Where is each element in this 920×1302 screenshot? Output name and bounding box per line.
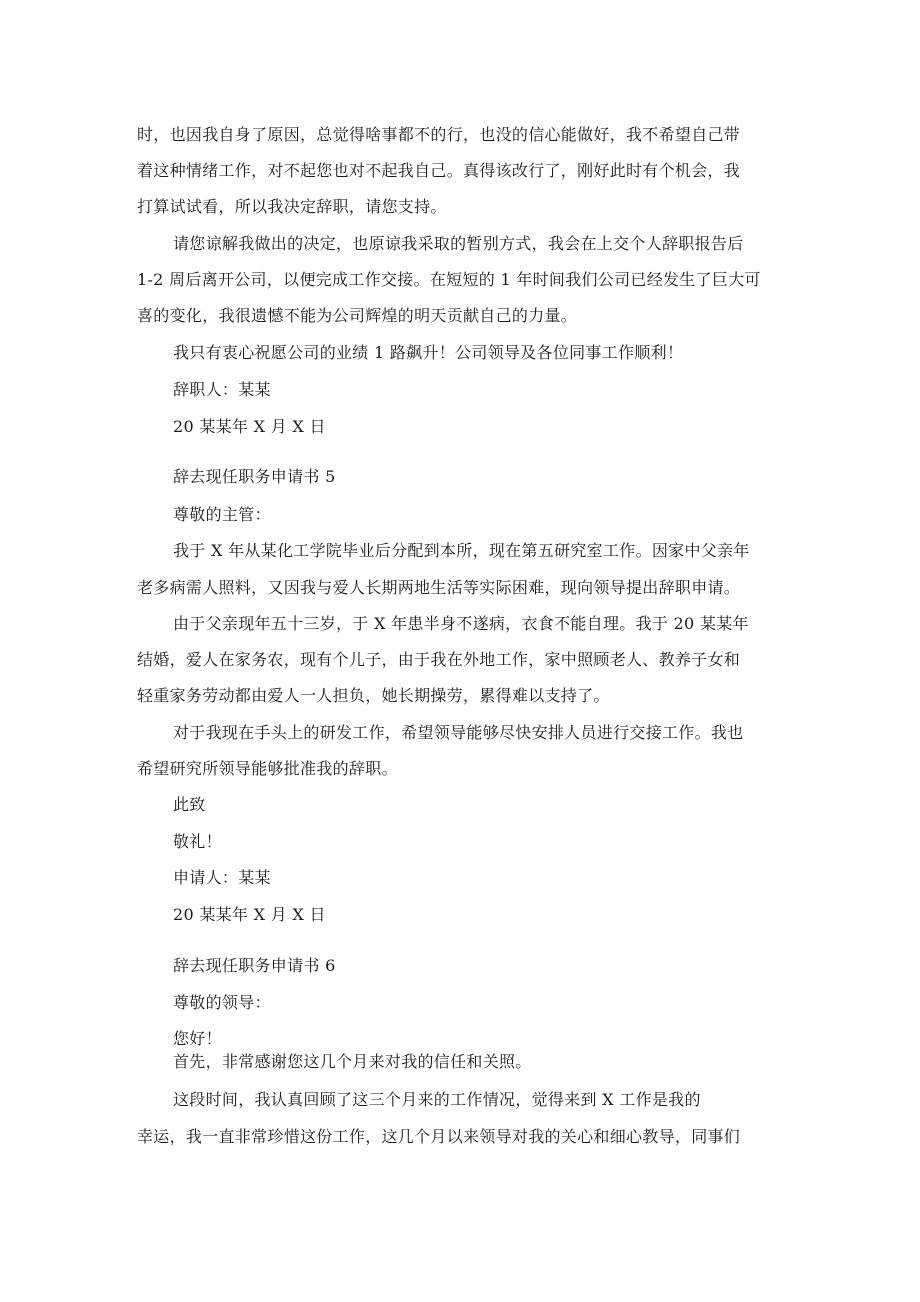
text-line: 我于 X 年从某化工学院毕业后分配到本所，现在第五研究室工作。因家中父亲年 (173, 541, 750, 560)
section-title: 辞去现任职务申请书 6 (173, 956, 336, 975)
text-line: 时，也因我自身了原因，总觉得啥事都不的行，也没的信心能做好，我不希望自己带 (137, 125, 741, 144)
text-line: 喜的变化，我很遗憾不能为公司辉煌的明天贡献自己的力量。 (137, 306, 578, 325)
section-title: 辞去现任职务申请书 5 (173, 467, 336, 486)
text-line: 打算试试看，所以我决定辞职，请您支持。 (137, 197, 447, 216)
text-line: 对于我现在手头上的研发工作，希望领导能够尽快安排人员进行交接工作。我也 (173, 723, 744, 742)
text-line: 1-2 周后离开公司，以便完成工作交接。在短短的 1 年时间我们公司已经发生了巨大可 (137, 270, 761, 289)
signature-line: 申请人：某某 (173, 868, 271, 887)
text-line: 希望研究所领导能够批准我的辞职。 (137, 759, 398, 778)
text-line: 着这种情绪工作，对不起您也对不起我自己。真得该改行了，刚好此时有个机会，我 (137, 161, 741, 180)
text-line: 由于父亲现年五十三岁，于 X 年患半身不遂病，衣食不能自理。我于 20 某某年 (173, 614, 749, 633)
signature-line: 辞职人：某某 (173, 380, 271, 399)
text-line: 老多病需人照料，又因我与爱人长期两地生活等实际困难，现向领导提出辞职申请。 (137, 578, 741, 597)
salutation: 尊敬的领导： (173, 993, 271, 1012)
text-line: 首先，非常感谢您这几个月来对我的信任和关照。 (173, 1052, 532, 1071)
text-line: 我只有衷心祝愿公司的业绩 1 路飙升！公司领导及各位同事工作顺利！ (173, 343, 684, 362)
text-line: 请您谅解我做出的决定，也原谅我采取的暂别方式，我会在上交个人辞职报告后 (173, 234, 744, 253)
closing-line: 此致 (173, 795, 206, 814)
date-line: 20 某某年 X 月 X 日 (173, 905, 326, 924)
salutation: 尊敬的主管： (173, 505, 271, 524)
greeting-line: 您好！ (173, 1029, 222, 1048)
text-line: 这段时间，我认真回顾了这三个月来的工作情况，觉得来到 X 工作是我的 (173, 1090, 701, 1109)
closing-line: 敬礼！ (173, 832, 222, 851)
text-line: 轻重家务劳动都由爱人一人担负，她长期操劳，累得难以支持了。 (137, 686, 610, 705)
date-line: 20 某某年 X 月 X 日 (173, 417, 326, 436)
text-line: 结婚，爱人在家务农，现有个儿子，由于我在外地工作，家中照顾老人、教养子女和 (137, 650, 741, 669)
text-line: 幸运，我一直非常珍惜这份工作，这几个月以来领导对我的关心和细心教导，同事们 (137, 1127, 741, 1146)
